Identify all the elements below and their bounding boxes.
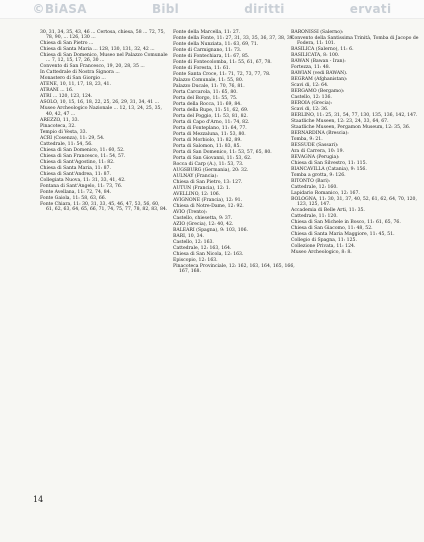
index-entry: BEGRAM (Afghanistan): xyxy=(291,77,348,83)
index-entry: Palazzo Ducale, 11: 70, 76, 81. xyxy=(173,84,245,89)
index-entry: BIANCAVILLA (Catania), 9: 156. xyxy=(291,167,367,173)
index-entry: Monastero di San Giorgio ... xyxy=(40,76,106,82)
index-entry: Porta Carcarola, 11: 65, 80. xyxy=(173,90,238,95)
index-entry: BESSUDE (Sassari): xyxy=(291,143,339,149)
index-entry: Porta di Mezzaluna, 11: 53, 80. xyxy=(173,132,246,137)
index-entry: BAWIAN (vedi BAWAN). xyxy=(291,71,348,77)
index-entry: BEROIA (Grecia): xyxy=(291,101,333,107)
index-entry: In Cattedrale di Nostra Signora ... xyxy=(40,70,120,76)
index-entry: BERGAMO (Bergamo): xyxy=(291,89,345,95)
index-entry: Chiesa di San Silvestro, 11: 115. xyxy=(291,161,367,167)
index-entry: Chiesa di San Domenico, 11: 60, 52. xyxy=(40,147,125,153)
index-entry: BOLOGNA, 11: 30, 31, 37, 40, 52, 61, 62, 64, 70, 120, 123, 125, 147. xyxy=(291,197,417,208)
index-entry: Collegiata Nuova, 11: 31, 33, 41, 42. xyxy=(40,177,126,183)
index-entry: Fonte di Foresta, 11: 61. xyxy=(173,66,231,71)
index-entry: ATRI ... 120, 123, 124. xyxy=(40,94,93,100)
index-entry: Porta della Rocca, 11: 69, 84. xyxy=(173,102,242,107)
index-entry: Chiesa di San Nicola, 12: 163. xyxy=(173,252,244,257)
index-entry: Chiesa di San Francesco, 11: 54, 57. xyxy=(40,153,126,159)
index-entry: Castello, 12: 163. xyxy=(173,240,214,245)
index-entry: Scavi di, 12: 64. xyxy=(291,83,329,89)
index-entry: AVIO (Trento): xyxy=(173,210,208,215)
index-entry: Fonte della Fonte, 11: 27, 31, 33, 35, 36, 37, 38, 39. xyxy=(173,36,295,41)
index-entry: Chiesa di Santa Maria ... 128, 130, 131, 32, 42 ... xyxy=(40,47,155,53)
index-entry: Porta della Rupe, 11: 51, 62, 69. xyxy=(173,108,249,113)
index-entry: Fonte della Nunziata, 11: 63, 69, 71. xyxy=(173,42,259,47)
index-entry: Chiesa di San Pietro ... xyxy=(40,41,94,47)
index-entry: Museo Archeologico, 8: 8. xyxy=(291,250,352,256)
index-entry: Palazzo Comunale, 11: 55, 80. xyxy=(173,78,244,83)
index-entry: Fortezza, 11: 48. xyxy=(291,65,331,71)
index-entry: Fonte della Marcella, 11: 27. xyxy=(173,30,241,35)
index-entry: Staatliche Museen, 12: 23, 24, 33, 64, 67. xyxy=(291,119,389,125)
index-entry: Staatliche Museen, Pergamon Museum, 12: 35, 36. xyxy=(291,125,411,131)
index-entry: Ara di Carrera, 10: 19. xyxy=(291,149,344,155)
index-column-3 xyxy=(291,30,419,256)
watermark-text: ©BiASA xyxy=(32,2,87,16)
index-entry: BERNARDINA (Brescia): xyxy=(291,131,349,137)
index-entry: Convento di San Francesco, 19, 20, 28, 35 ... xyxy=(40,64,145,70)
index-entry: ASOLO, 10, 15, 16, 18, 22, 25, 26, 29, 31, 34, 41 ... xyxy=(40,100,160,106)
index-entry: Rocca di Carp (A.), 11: 53, 73. xyxy=(173,162,244,167)
index-entry: Chiesa di Notre-Dame, 12: 92. xyxy=(173,204,244,209)
index-column-1 xyxy=(40,30,168,213)
index-entry: Fonte Gaiola, 11: 58, 63, 66. xyxy=(40,195,107,201)
index-entry: Chiesa di Sant'Agostino, 11: 82. xyxy=(40,159,115,165)
index-entry: ATENE, 10, 11, 17, 18, 23, 41. xyxy=(40,82,111,88)
index-entry: Pinacoteca Provinciale, 12: 162, 163, 164, 165, 166, 167, 168. xyxy=(173,264,295,275)
index-entry: AVELLINO, 12: 106. xyxy=(173,192,221,197)
index-entry: BALEARI (Spagna), 9: 103, 106. xyxy=(173,228,248,233)
index-entry: Lapidario Romanico, 12: 167. xyxy=(291,191,360,197)
index-entry: BASILICA (Salerno), 11: 6. xyxy=(291,47,354,53)
page-number: 14 xyxy=(33,495,44,504)
index-entry: AULNAY (Francia): xyxy=(173,174,218,179)
index-entry: Fonte Santa Croce, 11: 71, 72, 73, 77, 78. xyxy=(173,72,271,77)
index-entry: Pinacoteca, 32. xyxy=(40,123,76,129)
index-entry: Tomba, 9: 21. xyxy=(291,137,323,143)
index-entry: Fonte Chiara, 11: 30, 31, 33, 45, 46, 47, 53, 56, 60, 61, 62, 63, 64, 65, 66, 71, 74, 75, 77, 78, 82, 83, 84. xyxy=(40,201,168,212)
index-entry: Castello, 12: 136. xyxy=(291,95,332,101)
index-entry: Porta del Borgo, 11: 55, 75. xyxy=(173,96,238,101)
watermark-text: ervati xyxy=(349,2,392,16)
index-entry: Tempio di Vesta, 33. xyxy=(40,129,88,135)
index-entry: Chiesa di San Michele in Bosco, 11: 61, 65, 76. xyxy=(291,220,401,226)
index-entry: Fontana di Sant'Angelo, 11: 73, 76. xyxy=(40,183,123,189)
index-entry: AZIO (Grecia), 12: 40, 42. xyxy=(173,222,234,227)
index-entry: BITONTO (Bari): xyxy=(291,179,331,185)
index-entry: Cattedrale, 12: 163, 164. xyxy=(173,246,232,251)
index-entry: Cattedrale, 12: 160. xyxy=(291,185,338,191)
index-entry: Chiesa di Sant'Andrea, 11: 87. xyxy=(40,171,111,177)
watermark-text: diritti xyxy=(244,2,285,16)
index-column-2 xyxy=(173,30,301,275)
index-entry: Fonte di Carmignano, 11: 73. xyxy=(173,48,242,53)
index-entry: Cattedrale, 11: 54, 56. xyxy=(40,141,93,147)
index-entry: Convento della Santissima Trinità, Tomba di Jacopo de Fodera, 11: 101. xyxy=(291,36,419,47)
index-entry: Porta del Poggio, 11: 53, 81, 82. xyxy=(173,114,248,119)
index-entry: BARI, 10, 34. xyxy=(173,234,204,239)
index-entry: Fonte Avellana, 11: 72, 74, 84. xyxy=(40,189,112,195)
index-entry: AUGSBURG (Germania), 20: 32. xyxy=(173,168,249,173)
index-entry: Chiesa di San Giacomo, 11: 48, 52. xyxy=(291,226,373,232)
index-entry: Cattedrale, 11: 120. xyxy=(291,214,338,220)
index-entry: ACRI (Cosenza), 11: 29, 54. xyxy=(40,135,105,141)
index-entry: Episcopio, 12: 163. xyxy=(173,258,218,263)
index-entry: Porta di Morbiolo, 11: 82, 89. xyxy=(173,138,242,143)
watermark-banner xyxy=(0,0,424,19)
index-entry: Porta di Salomon, 11: 83, 85. xyxy=(173,144,241,149)
watermark-text: Bibl xyxy=(151,2,180,16)
index-entry: BEVAGNA (Perugia): xyxy=(291,155,340,161)
index-entry: BERLINO, 11: 25, 31, 54, 77, 130, 135, 136, 142, 147. xyxy=(291,113,418,119)
index-entry: Castello, chiesetta, 9: 37. xyxy=(173,216,233,221)
index-entry: Scavi di, 12: 36. xyxy=(291,107,329,113)
index-entry: AVIGNONE (Francia), 12: 91. xyxy=(173,198,243,203)
index-entry: Porta di Fonteplano, 11: 64, 77. xyxy=(173,126,247,131)
index-entry: Tomba a grotta, 9: 126. xyxy=(291,173,346,179)
index-entry: Chiesa di San Domenico, Museo nel Palazzo Comunale ... 7, 12, 15, 17, 26, 30 ... xyxy=(40,53,168,64)
index-entry: Chiesa di Santa Maria Maggiore, 11: 45, 51. xyxy=(291,232,395,238)
index-entry: Accademia di Belle Arti, 11: 35. xyxy=(291,208,365,214)
index-entry: Fonte di Fontecolomba, 11: 55, 61, 67, 78. xyxy=(173,60,272,65)
index-entry: Chiesa di Santa Maria, 11: 87. xyxy=(40,165,111,171)
index-entry: Fonte di Fontechiara, 11: 67, 85. xyxy=(173,54,250,59)
index-entry: BAWAN (Bawan - Iran): xyxy=(291,59,346,65)
index-entry: Chiesa di San Pietro, 13: 127. xyxy=(173,180,243,185)
index-entry: Collegio di Spagna, 11: 125. xyxy=(291,238,357,244)
index-entry: Collezione Privata, 11: 124. xyxy=(291,244,356,250)
index-entry: ATRANI ... 16. xyxy=(40,88,74,94)
index-entry: 30, 31, 34, 35, 43, 46 ... Certosa, chiesa, 58 ... 72, 75, 78, 90, ... 126, 130 ... xyxy=(40,30,165,41)
index-entry: Porta di San Giovanni, 11: 53, 62. xyxy=(173,156,252,161)
index-entry: Porta di San Domenico, 11: 53, 57, 65, 80. xyxy=(173,150,272,155)
index-entry: BARONISSI (Salerno): xyxy=(291,30,344,35)
index-entry: Museo Archeologico Nazionale ... 12, 13, 24, 25, 35, 40, 42, 47 ... xyxy=(40,106,162,117)
index-entry: BASILICATA, 8: 100. xyxy=(291,53,340,59)
index-entry: AREZZO, 11, 33. xyxy=(40,117,80,123)
index-entry: Porta di Capo d'Arno, 11: 74, 82. xyxy=(173,120,250,125)
index-entry: AUTUN (Francia), 12: 1. xyxy=(173,186,231,191)
